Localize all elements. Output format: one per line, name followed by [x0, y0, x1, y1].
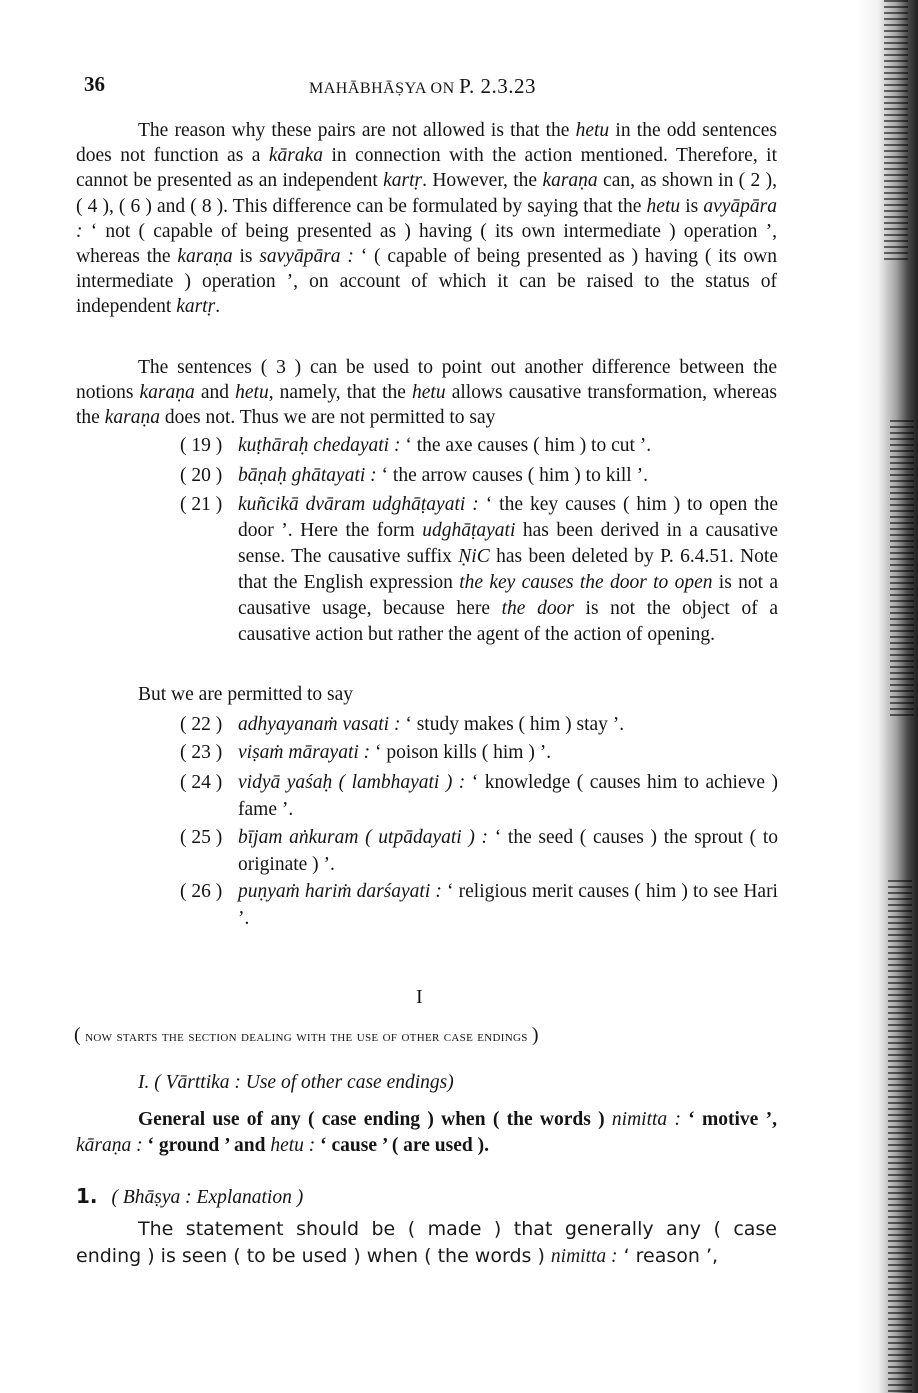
example-number: ( 25 ) [180, 827, 223, 848]
running-title-text: MAHĀBHĀṢYA ON [309, 80, 455, 97]
example-number: ( 20 ) [180, 465, 223, 486]
running-head [84, 72, 776, 102]
example-text: adhyayanaṁ vasati : ‘ study makes ( him ) stay ’. [238, 714, 625, 735]
example-text: viṣaṁ mārayati : ‘ poison kills ( him ) ’. [238, 742, 552, 763]
scan-speck [890, 420, 914, 720]
varttika-text: General use of any ( case ending ) when ( the words ) nimitta : ‘ motive ’, kāraṇa : ‘ ground ’ and hetu : ‘ cause ’ ( are used ). [76, 1109, 777, 1156]
running-title [309, 74, 536, 99]
example-text: bījam aṅkuram ( utpādayati ) : ‘ the seed ( causes ) the sprout ( to originate ) ’. [238, 827, 778, 875]
example-text: vidyā yaśaḥ ( lambhayati ) : ‘ knowledge ( causes him to achieve ) fame ’. [238, 772, 778, 820]
running-title-ref: P. 2.3.23 [459, 74, 536, 98]
example-21 [180, 492, 778, 648]
example-number: ( 26 ) [180, 881, 223, 902]
example-24 [180, 770, 778, 823]
paragraph-3: But we are permitted to say [138, 684, 353, 705]
bhashya-text: The statement should be ( made ) that generally any ( case ending ) is seen ( to be used ) when ( the words ) nimitta : ‘ reason ’, [76, 1218, 777, 1267]
example-22 [180, 712, 778, 739]
paragraph-1: The reason why these pairs are not allowed is that the hetu in the odd sentences does not function as a kāraka in connection with the action mentioned. Therefore, it cannot be presented as an independent kartṛ. However, the karaṇa can, as shown in ( 2 ), ( 4 ), ( 6 ) and ( 8 ). This difference can be formulated by saying that the hetu is avyāpāra : ‘ not ( capable of being presented as ) having ( its own intermediate ) operation ’, whereas the karaṇa is savyāpāra : ‘ ( capable of being presented as ) having ( its own intermediate ) operation ’, on account of which it can be raised to the status of independent kartṛ. [76, 120, 778, 318]
example-text: bāṇaḥ ghātayati : ‘ the arrow causes ( him ) to kill ’. [238, 465, 648, 486]
example-26 [180, 879, 778, 932]
example-number: ( 24 ) [180, 772, 223, 793]
example-19 [180, 433, 778, 460]
example-number: ( 21 ) [180, 494, 223, 515]
section-title: ( now starts the section dealing with the use of other case endings ) [74, 1024, 539, 1046]
example-number: ( 22 ) [180, 714, 223, 735]
page-number: 36 [84, 72, 105, 96]
section-roman-numeral: I [416, 986, 423, 1008]
scan-speck [888, 880, 912, 1393]
example-number: ( 23 ) [180, 742, 223, 763]
example-text: kuñcikā dvāram udghāṭayati : ‘ the key causes ( him ) to open the door ’. Here the form udghāṭayati has been derived in a causative sense. The causative suffix ṆiC has been deleted by P. 6.4.51. Note that the English expression the key causes the door to open is not a causative usage, because here the door is not the object of a causative action but rather the agent of the action of opening. [238, 494, 779, 645]
example-20 [180, 463, 778, 490]
bhashya-number: 1. [76, 1184, 98, 1208]
paragraph-2: The sentences ( 3 ) can be used to point out another difference between the notions karaṇa and hetu, namely, that the hetu allows causative transformation, whereas the karaṇa does not. Thus we are not permitted to say [76, 357, 777, 429]
bhashya-heading: 1. ( Bhāṣya : Explanation ) [76, 1184, 304, 1208]
example-23 [180, 740, 778, 767]
example-number: ( 19 ) [180, 435, 223, 456]
example-text: kuṭhāraḥ chedayati : ‘ the axe causes ( him ) to cut ’. [238, 435, 652, 456]
varttika-heading: I. ( Vārttika : Use of other case endings) [138, 1072, 454, 1093]
example-text: puṇyaṁ hariṁ darśayati : ‘ religious merit causes ( him ) to see Hari ’. [238, 881, 778, 929]
example-25 [180, 825, 778, 878]
scan-speck [884, 0, 908, 260]
